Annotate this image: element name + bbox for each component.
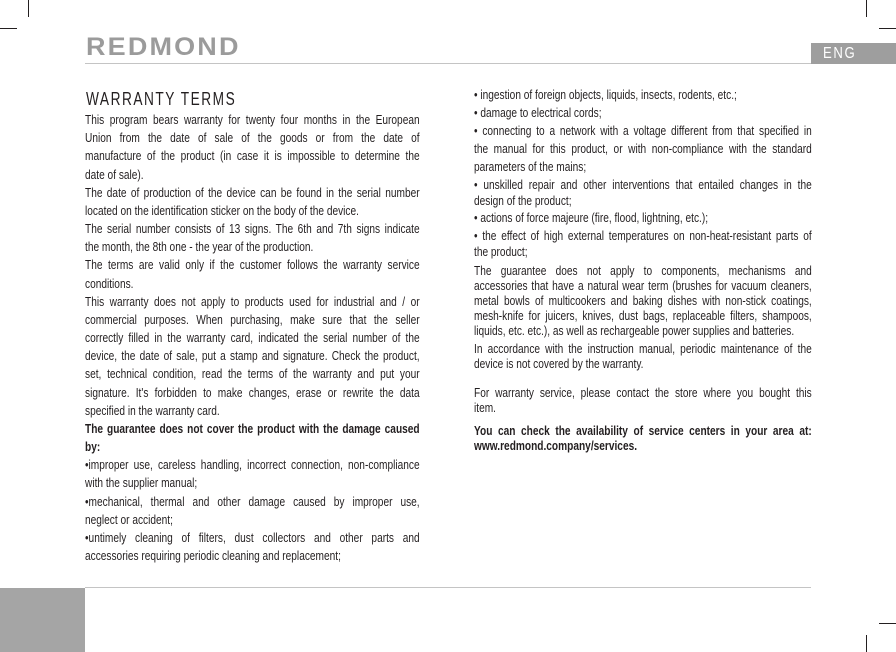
emphasis-line: The guarantee does not cover the product with the damage caused <box>85 420 420 436</box>
list-item <box>474 228 812 260</box>
text-line: device is not covered by the warranty. <box>474 355 644 371</box>
crop-mark <box>866 635 867 652</box>
text-line: commercial purposes. When purchasing, make sure that the seller <box>85 311 420 327</box>
text-line: The date of production of the device can be found in the serial number <box>85 184 420 200</box>
text-line: • connecting to a network with a voltage different from that specified in <box>474 123 812 138</box>
text-line: •untimely cleaning of filters, dust collectors and other parts and <box>85 529 420 545</box>
crop-mark <box>866 0 867 17</box>
text-line: Union from the date of sale of the goods or from the date of <box>85 130 420 146</box>
text-line: For warranty service, please contact the store where you bought this <box>474 384 812 400</box>
text-line: • ingestion of foreign objects, liquids, insects, rodents, etc.; <box>474 87 737 102</box>
text-line: • unskilled repair and other interventions that entailed changes in the <box>474 177 812 192</box>
text-line: •improper use, careless handling, incorrect connection, non-compliance <box>85 457 420 473</box>
text-line: specified in the warranty card. <box>85 402 220 418</box>
language-tab-label: ENG <box>823 45 857 62</box>
text-line: conditions. <box>85 275 134 291</box>
text-line: metal bowls of multicookers and baking dishes with non-stick coatings, <box>474 292 812 308</box>
emphasis-line: by: <box>85 439 101 455</box>
text-line: parameters of the mains; <box>474 159 587 174</box>
text-line: This warranty does not apply to products used for industrial and / or <box>85 293 420 309</box>
emphasis-line: You can check the availability of service centers in your area at: <box>474 422 812 438</box>
brand-logo: REDMOND <box>86 33 241 61</box>
text-line: accessories that have a natural wear term (brushes for vacuum cleaners, <box>474 277 812 293</box>
paragraph-wear-components <box>474 263 812 338</box>
paragraph-service-centers <box>474 423 812 453</box>
paragraph-terms-validity <box>85 256 420 292</box>
service-centers-url: www.redmond.company/services. <box>474 437 638 453</box>
text-line: the manual for this product, or with non-compliance with the standard <box>474 141 812 156</box>
list-item <box>474 122 812 176</box>
list-item <box>85 456 420 492</box>
text-line: the product; <box>474 244 528 259</box>
text-line: • the effect of high external temperatures on non-heat-resistant parts of <box>474 228 812 243</box>
crop-mark <box>879 28 896 29</box>
text-line: signature. It's forbidden to make changes, erase or rewrite the data <box>85 384 420 400</box>
list-item <box>474 104 812 122</box>
crop-mark <box>28 0 29 17</box>
list-item <box>474 86 812 104</box>
text-line: with the supplier manual; <box>85 475 198 491</box>
text-line: The terms are valid only if the customer follows the warranty service <box>85 257 420 273</box>
crop-mark <box>879 623 896 624</box>
list-item <box>474 209 812 227</box>
text-line: date of sale). <box>85 166 144 182</box>
text-line: located on the identification sticker on the body of the device. <box>85 202 359 218</box>
paragraph-serial-number <box>85 220 420 256</box>
left-column <box>85 111 420 565</box>
text-line: design of the product; <box>474 193 572 208</box>
text-line: item. <box>474 399 496 415</box>
text-line: device, the date of sale, put a stamp and signature. Check the product, <box>85 348 420 364</box>
paragraph-not-covered-heading <box>85 420 420 456</box>
text-line: manufacture of the product (in case it is impossible to determine the <box>85 148 420 164</box>
list-item <box>85 529 420 565</box>
text-line: • damage to electrical cords; <box>474 105 602 120</box>
text-line: In accordance with the instruction manual, periodic maintenance of the <box>474 340 812 356</box>
text-line: accessories requiring periodic cleaning and replacement; <box>85 548 341 564</box>
section-title: WARRANTY TERMS <box>86 89 237 109</box>
paragraph-exclusions-usage <box>85 293 420 420</box>
text-line: The guarantee does not apply to components, mechanisms and <box>474 262 812 278</box>
paragraph-production-date <box>85 184 420 220</box>
language-tab <box>811 43 896 64</box>
text-line: •mechanical, thermal and other damage caused by improper use, <box>85 493 420 509</box>
footer-divider <box>85 587 811 588</box>
list-item <box>474 177 812 209</box>
text-line: mesh-knife for juicers, knives, dust bags, replaceable filters, shampoos, <box>474 307 812 323</box>
text-line: • actions of force majeure (fire, flood, lightning, etc.); <box>474 210 709 225</box>
page-corner-block <box>0 588 85 652</box>
list-item <box>85 493 420 529</box>
text-line: neglect or accident; <box>85 511 173 527</box>
text-line: the month, the 8th one - the year of the production. <box>85 239 314 255</box>
crop-mark <box>0 28 17 29</box>
text-line: liquids, etc. etc.), as well as rechargeable power supplies and batteries. <box>474 322 795 338</box>
text-line: The serial number consists of 13 signs. The 6th and 7th signs indicate <box>85 221 420 237</box>
text-line: This program bears warranty for twenty four months in the European <box>85 112 420 127</box>
paragraph-maintenance <box>474 341 812 371</box>
right-column <box>474 0 812 652</box>
paragraph-warranty-period <box>85 111 420 184</box>
paragraph-warranty-service <box>474 385 812 415</box>
text-line: correctly filled in the warranty card, indicated the serial number of the <box>85 330 420 346</box>
text-line: set, technical condition, read the terms of the warranty and put your <box>85 366 420 382</box>
